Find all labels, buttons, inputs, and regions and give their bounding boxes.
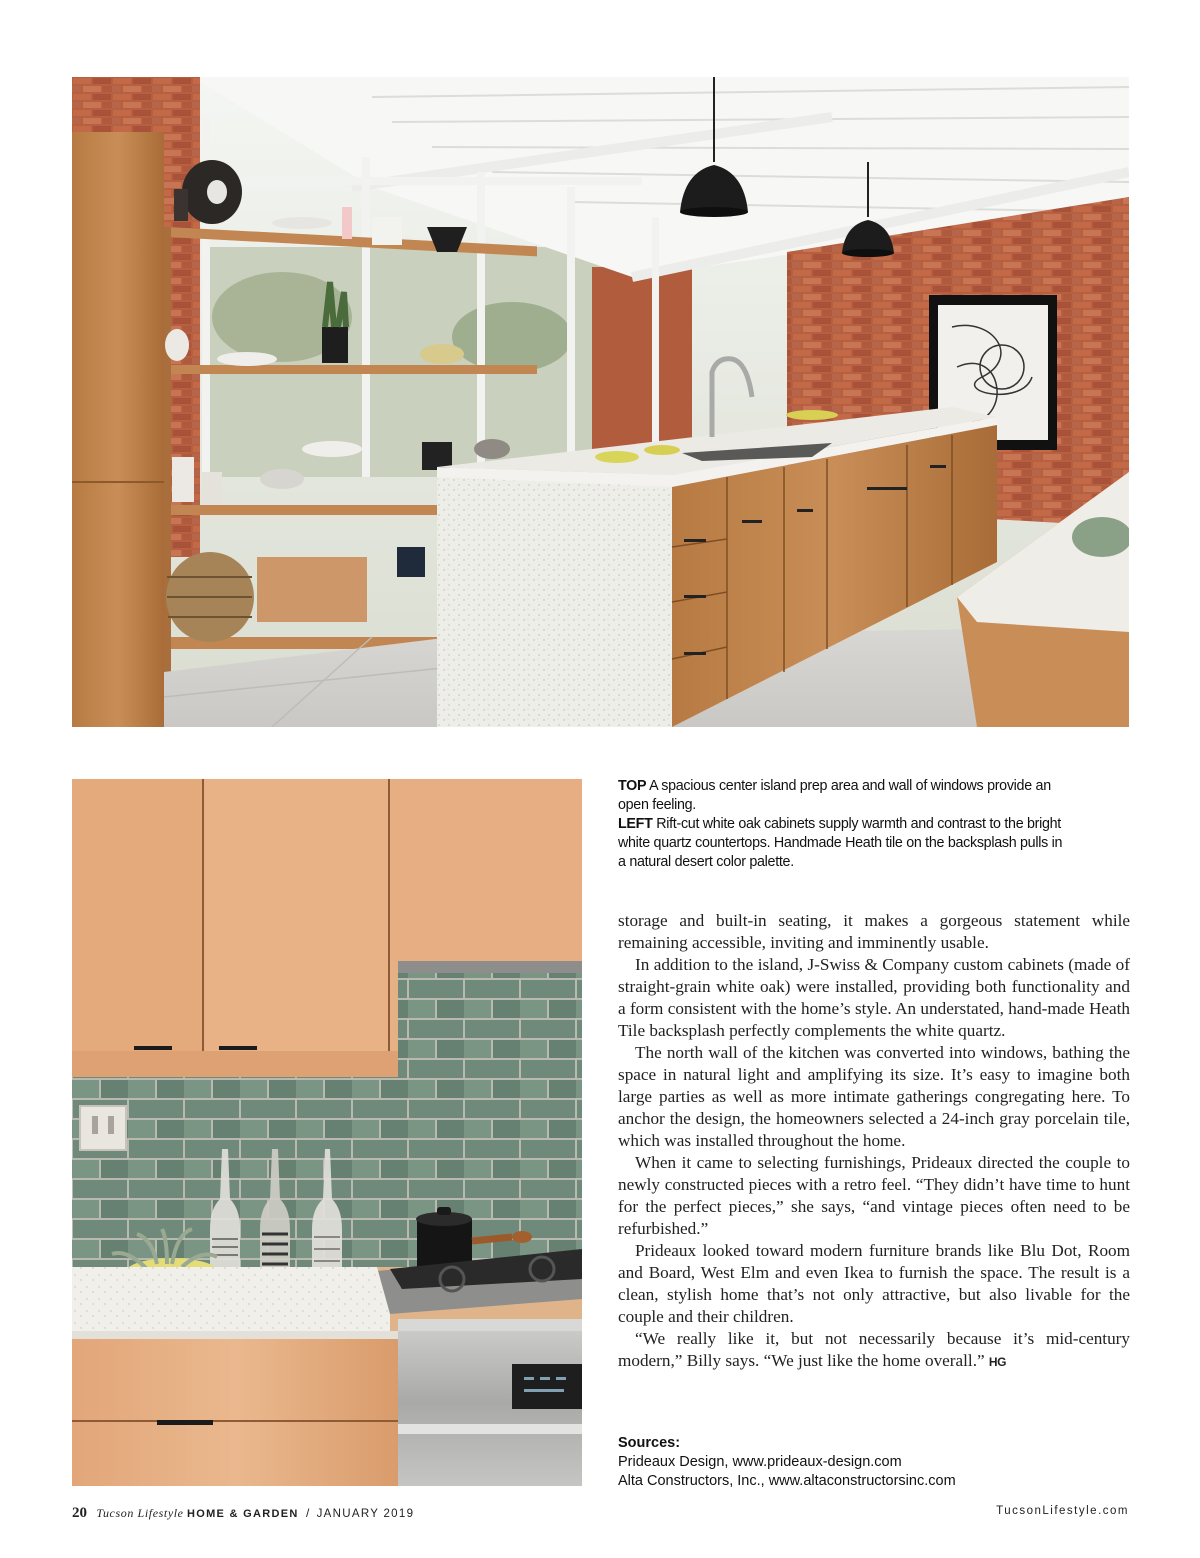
page-number: 20: [72, 1505, 87, 1521]
sources-block: [618, 1434, 1130, 1491]
source-item: Alta Constructors, Inc., www.altaconstructorsinc.com: [618, 1473, 956, 1489]
end-mark: HG: [988, 1355, 1006, 1369]
source-item: Prideaux Design, www.prideaux-design.com: [618, 1454, 902, 1470]
article-paragraph: The north wall of the kitchen was converted into windows, bathing the space in natural light and amplifying its size. It’s easy to imagine both large parties as well as more intimate gatherings congregating here. To anchor the design, the homeowners selected a 24-inch gray porcelain tile, which was installed throughout the home.: [618, 1043, 1130, 1150]
kitchen-island-photo: [72, 77, 1129, 727]
article-paragraph: storage and built-in seating, it makes a gorgeous statement while remaining accessible, inviting and imminently usable.: [618, 911, 1130, 952]
caption-left: [618, 815, 1068, 872]
magazine-name: Tucson Lifestyle: [96, 1506, 184, 1520]
caption-left-text: Rift-cut white oak cabinets supply warmth and contrast to the bright white quartz countertops. Handmade Heath tile on the backsplash pulls in a natural desert color palette.: [618, 816, 1063, 870]
article-paragraph: Prideaux looked toward modern furniture brands like Blu Dot, Room and Board, West Elm and even Ikea to furnish the space. The result is a clean, stylish home that’s not only attractive, but also livable for the couple and their children.: [618, 1241, 1130, 1326]
cabinets-backsplash-photo: [72, 779, 582, 1486]
page-footer: [72, 1505, 1129, 1523]
caption-left-label: LEFT: [618, 816, 653, 832]
website-url: TucsonLifestyle.com: [996, 1505, 1129, 1517]
photo-caption: [618, 777, 1068, 872]
article-paragraph-text: “We really like it, but not necessarily because it’s mid-century modern,” Billy says. “We just like the home overall.”: [618, 1329, 1130, 1370]
footer-separator: /: [305, 1506, 310, 1520]
caption-top: [618, 777, 1068, 815]
article-paragraph: In addition to the island, J-Swiss & Company custom cabinets (made of straight-grain white oak) were installed, providing both functionality and a form consistent with the home’s style. An understated, hand-made Heath Tile backsplash perfectly complements the white quartz.: [618, 955, 1130, 1040]
sources-heading: Sources:: [618, 1435, 681, 1451]
caption-top-text: A spacious center island prep area and wall of windows provide an open feeling.: [618, 778, 1051, 813]
magazine-section: HOME & GARDEN: [186, 1508, 299, 1520]
caption-top-label: TOP: [618, 778, 647, 794]
issue-date: JANUARY 2019: [316, 1508, 415, 1520]
article-body: [618, 910, 1130, 1373]
footer-folio: [72, 1505, 414, 1522]
article-paragraph: When it came to selecting furnishings, Prideaux directed the couple to newly constructed pieces with a retro feel. “They didn’t have time to hunt for the perfect pieces,” she says, “and vintage pieces often need to be refurbished.”: [618, 1153, 1130, 1238]
article-paragraph-last: [618, 1328, 1130, 1373]
